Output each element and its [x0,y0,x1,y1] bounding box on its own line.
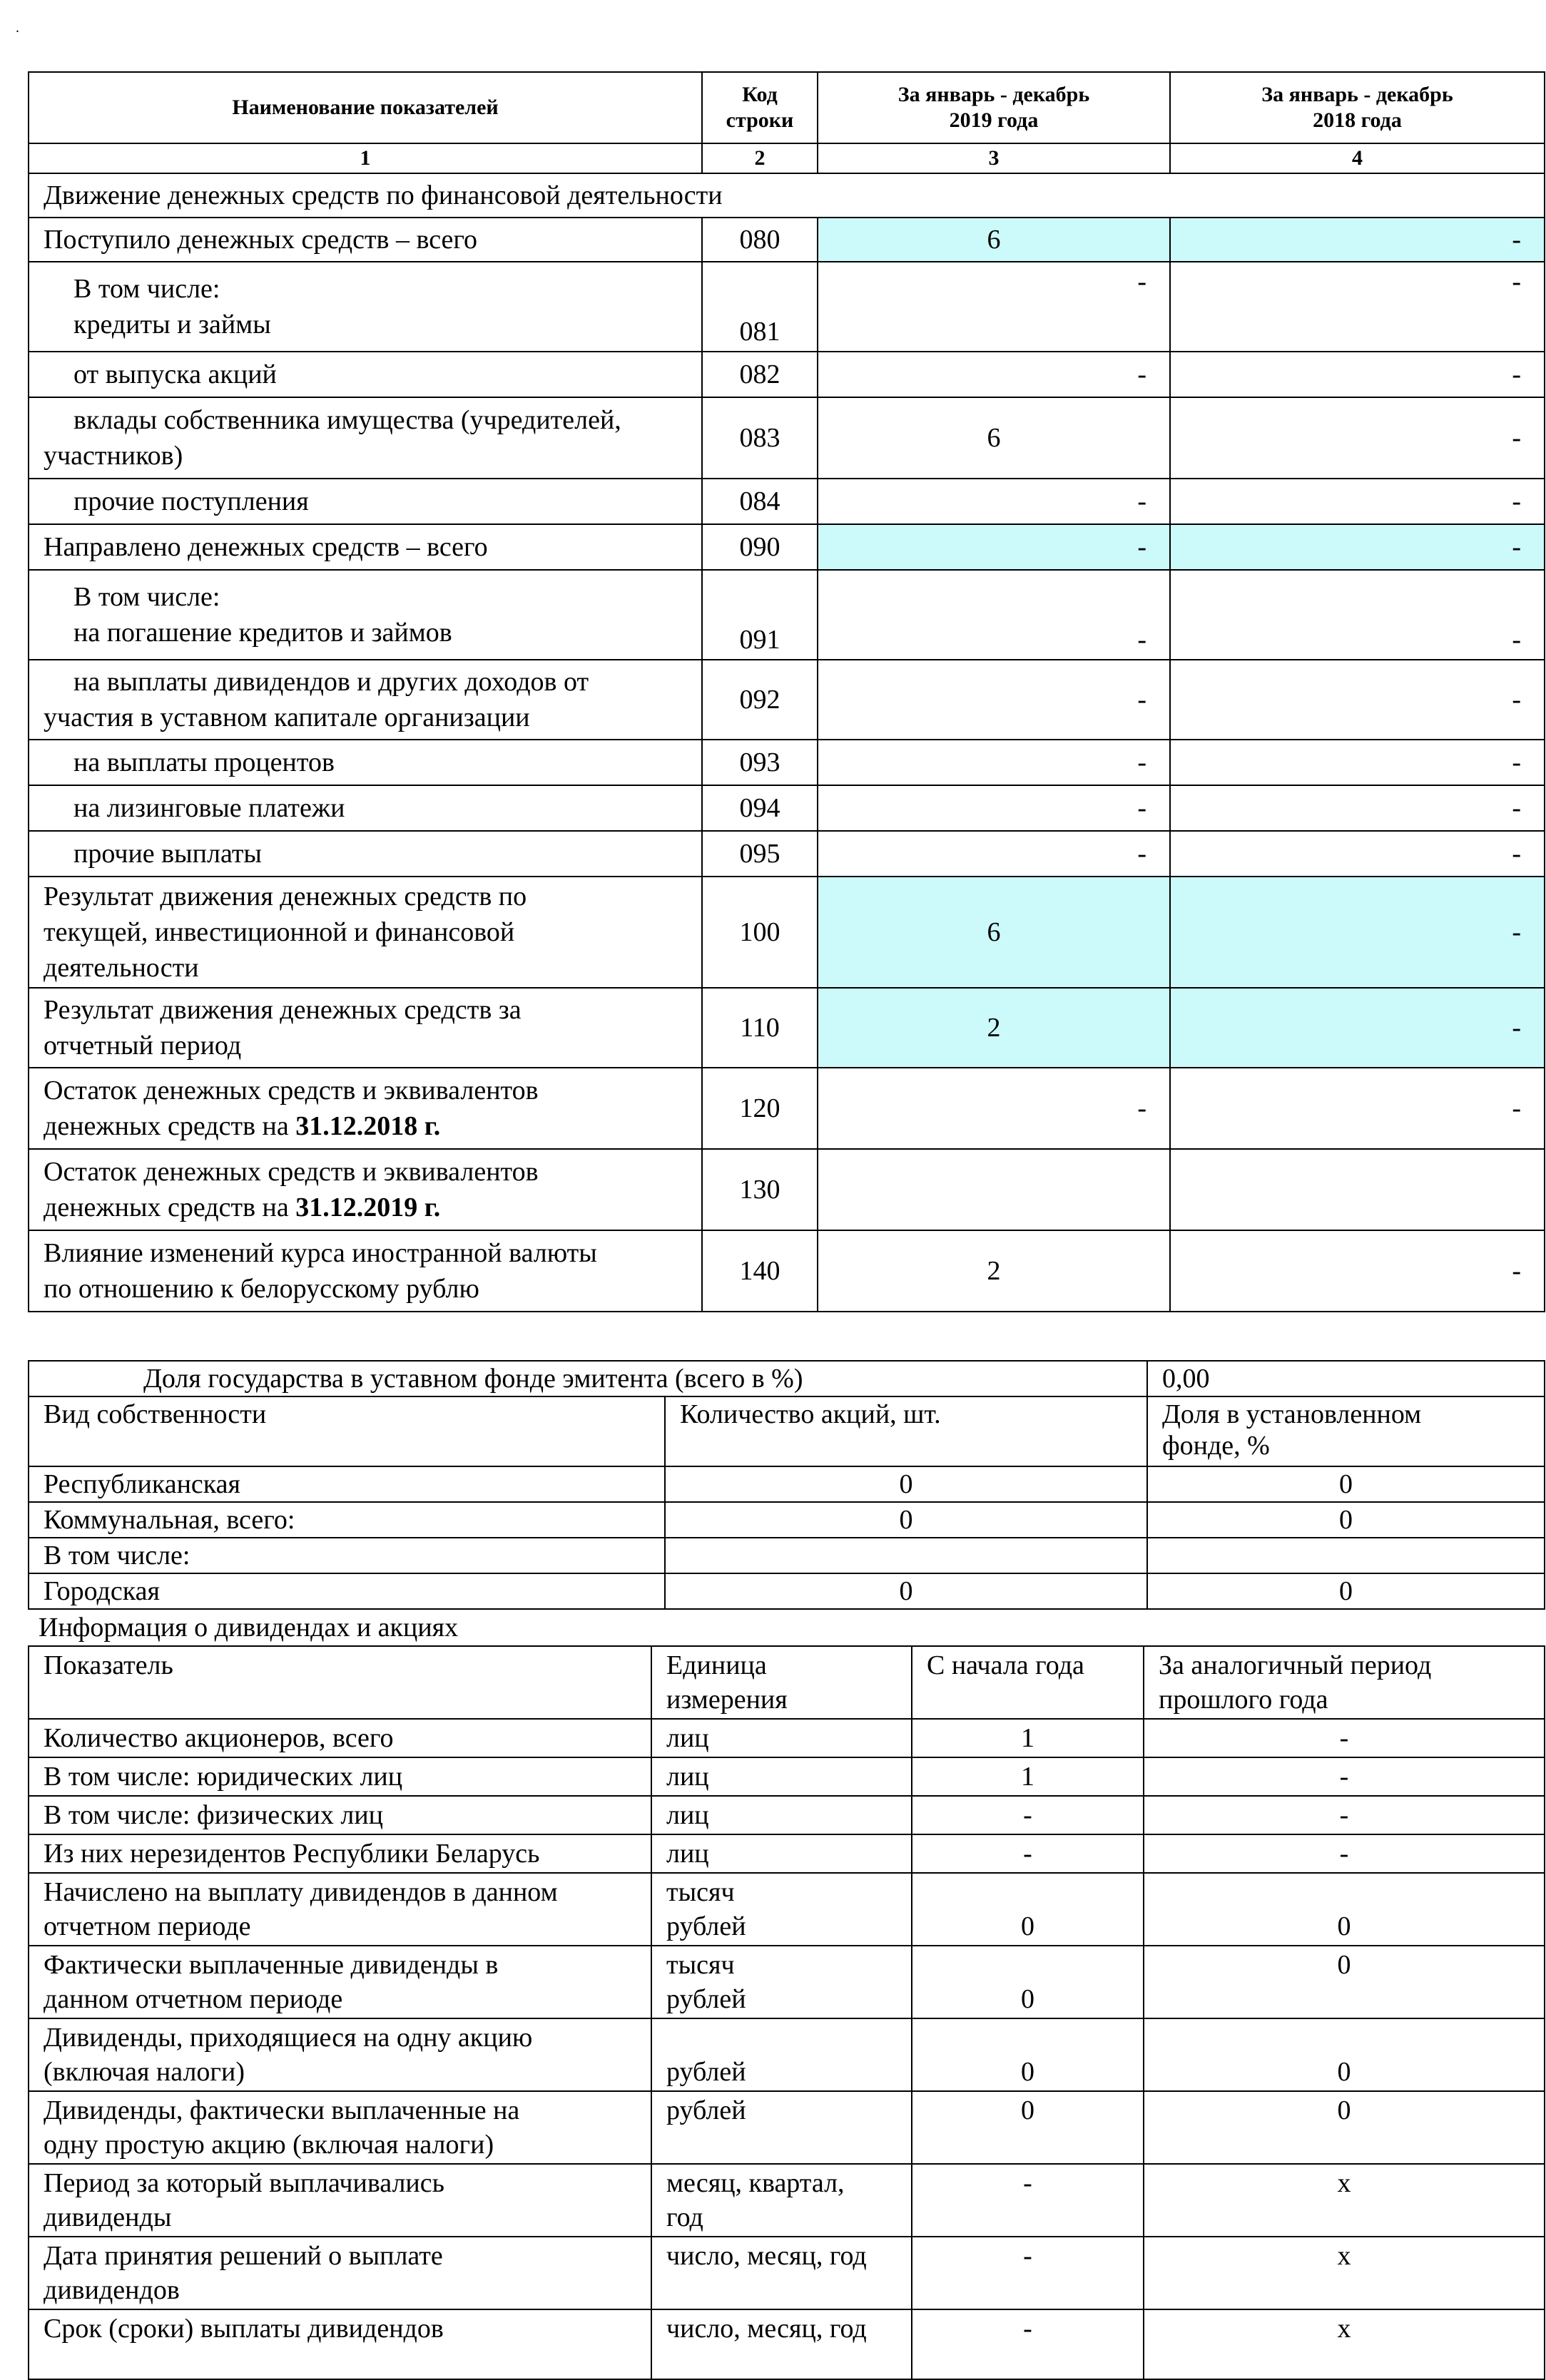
prev-value: - [1144,1757,1545,1796]
value-2018: - [1170,524,1545,570]
table-row [29,397,1545,479]
value-2019: - [818,352,1170,397]
prev-value: x [1144,2309,1545,2379]
value-2018: - [1170,570,1545,660]
value-2019: 2 [818,988,1170,1068]
table-row [29,740,1545,785]
table-row [29,1834,1545,1873]
unit: тысяч рублей [651,1946,912,2018]
ownership-type: Городская [29,1573,665,1609]
table-row [29,1873,1545,1946]
prev-value: 0 [1144,1873,1545,1946]
row-label: Остаток денежных средств и эквивалентов денежных средств на 31.12.2019 г. [29,1149,702,1230]
row-code: 080 [702,218,818,262]
table-row [29,218,1545,262]
table-row [29,1538,1545,1573]
share-pct: 0 [1147,1502,1545,1538]
value-2018: - [1170,740,1545,785]
row-code: 093 [702,740,818,785]
indicator: Фактически выплаченные дивиденды в данном отчетном периоде [29,1946,651,2018]
indicator: Дивиденды, фактически выплаченные на одну простую акцию (включая налоги) [29,2091,651,2164]
indicator: Дата принятия решений о выплате дивидендов [29,2237,651,2309]
header-name: Наименование показателей [29,72,702,143]
dividends-caption: Информация о дивидендах и акциях [39,1613,459,1643]
table-row [29,1149,1545,1230]
value-2018: - [1170,785,1545,831]
indicator: В том числе: физических лиц [29,1796,651,1834]
table-row [29,1466,1545,1502]
value-2018: - [1170,1068,1545,1149]
value-2019: - [818,831,1170,877]
ytd-value: - [912,1796,1144,1834]
ytd-value: - [912,1834,1144,1873]
unit: лиц [651,1719,912,1757]
value-2019: - [818,262,1170,352]
share-pct [1147,1538,1545,1573]
row-label: прочие выплаты [29,831,702,877]
prev-value: 0 [1144,2018,1545,2091]
column-number-row [29,143,1545,173]
ownership-type: Коммунальная, всего: [29,1502,665,1538]
row-code: 094 [702,785,818,831]
value-2019: - [818,660,1170,740]
share-pct: 0 [1147,1466,1545,1502]
table-row [29,2091,1545,2164]
unit: рублей [651,2018,912,2091]
value-2019: - [818,570,1170,660]
row-code: 091 [702,570,818,660]
value-2019: - [818,1068,1170,1149]
value-2019: 2 [818,1230,1170,1312]
section-row [29,173,1545,218]
table-row [29,1230,1545,1312]
row-label: на лизинговые платежи [29,785,702,831]
row-code: 140 [702,1230,818,1312]
value-2018: - [1170,877,1545,988]
col-num: 1 [29,143,702,173]
value-2019: - [818,479,1170,524]
share-count [665,1538,1147,1573]
value-2019: 6 [818,397,1170,479]
ownership-type: Республиканская [29,1466,665,1502]
table-header-row [29,1646,1545,1719]
col-num: 4 [1170,143,1545,173]
state-share-label: Доля государства в уставном фонде эмитента (всего в %) [29,1361,1147,1396]
row-code: 084 [702,479,818,524]
value-2018: - [1170,988,1545,1068]
row-label: вклады собственника имущества (учредителей, участников) [29,397,702,479]
indicator: Начислено на выплату дивидендов в данном отчетном периоде [29,1873,651,1946]
table-row [29,262,1545,352]
unit: число, месяц, год [651,2237,912,2309]
unit: лиц [651,1757,912,1796]
ownership-type: В том числе: [29,1538,665,1573]
share-pct: 0 [1147,1573,1545,1609]
prev-value: 0 [1144,1946,1545,2018]
col-num: 3 [818,143,1170,173]
col-num: 2 [702,143,818,173]
value-2018: - [1170,262,1545,352]
value-2018 [1170,1149,1545,1230]
table-row [29,831,1545,877]
share-count: 0 [665,1502,1147,1538]
dividends-table [28,1645,1545,2380]
cashflow-table [28,71,1545,1312]
header-ytd: С начала года [912,1646,1144,1719]
value-2018: - [1170,218,1545,262]
value-2018: - [1170,397,1545,479]
value-2018: - [1170,352,1545,397]
value-2018: - [1170,479,1545,524]
state-share-value: 0,00 [1147,1361,1545,1396]
table-row [29,2018,1545,2091]
row-code: 092 [702,660,818,740]
indicator: В том числе: юридических лиц [29,1757,651,1796]
value-2019: 6 [818,218,1170,262]
state-share-table [28,1360,1545,1610]
page-dot: . [16,20,19,36]
unit: лиц [651,1834,912,1873]
header-share-pct: Доля в установленном фонде, % [1147,1396,1545,1466]
table-row [29,1946,1545,2018]
table-row [29,570,1545,660]
header-unit: Единица измерения [651,1646,912,1719]
table-row [29,1719,1545,1757]
row-code: 090 [702,524,818,570]
table-row [29,785,1545,831]
prev-value: x [1144,2237,1545,2309]
ytd-value: 1 [912,1719,1144,1757]
table-row [29,988,1545,1068]
row-label: на выплаты процентов [29,740,702,785]
unit: число, месяц, год [651,2309,912,2379]
prev-value: - [1144,1796,1545,1834]
row-label: В том числе: на погашение кредитов и займов [29,570,702,660]
row-label: на выплаты дивидендов и других доходов от участия в уставном капитале организации [29,660,702,740]
row-code: 082 [702,352,818,397]
row-label: В том числе: кредиты и займы [29,262,702,352]
ytd-value: - [912,2237,1144,2309]
header-period-2018: За январь - декабрь 2018 года [1170,72,1545,143]
share-count: 0 [665,1573,1147,1609]
prev-value: x [1144,2164,1545,2237]
row-code: 095 [702,831,818,877]
ytd-value: 0 [912,1873,1144,1946]
header-prev-period: За аналогичный период прошлого года [1144,1646,1545,1719]
table-row [29,2164,1545,2237]
table-row [29,1068,1545,1149]
unit: месяц, квартал, год [651,2164,912,2237]
unit: тысяч рублей [651,1873,912,1946]
prev-value: 0 [1144,2091,1545,2164]
table-header-row [29,1396,1545,1466]
section-title: Движение денежных средств по финансовой деятельности [29,173,1545,218]
value-2019: 6 [818,877,1170,988]
row-label: Направлено денежных средств – всего [29,524,702,570]
indicator: Срок (сроки) выплаты дивидендов [29,2309,651,2379]
ytd-value: 0 [912,2018,1144,2091]
value-2018: - [1170,660,1545,740]
header-indicator: Показатель [29,1646,651,1719]
ytd-value: - [912,2309,1144,2379]
value-2018: - [1170,831,1545,877]
row-code: 120 [702,1068,818,1149]
table-row [29,1757,1545,1796]
table-row [29,877,1545,988]
indicator: Количество акционеров, всего [29,1719,651,1757]
table-row [29,2309,1545,2379]
row-code: 110 [702,988,818,1068]
row-label: Результат движения денежных средств по текущей, инвестиционной и финансовой деятельности [29,877,702,988]
indicator: Период за который выплачивались дивиденды [29,2164,651,2237]
row-label: Результат движения денежных средств за отчетный период [29,988,702,1068]
ytd-value: - [912,2164,1144,2237]
value-2019: - [818,740,1170,785]
table-row [29,1796,1545,1834]
prev-value: - [1144,1834,1545,1873]
row-code: 083 [702,397,818,479]
ytd-value: 1 [912,1757,1144,1796]
row-label: Остаток денежных средств и эквивалентов денежных средств на 31.12.2018 г. [29,1068,702,1149]
header-period-2019: За январь - декабрь 2019 года [818,72,1170,143]
unit: рублей [651,2091,912,2164]
indicator: Дивиденды, приходящиеся на одну акцию (включая налоги) [29,2018,651,2091]
row-label: от выпуска акций [29,352,702,397]
unit: лиц [651,1796,912,1834]
header-code: Код строки [702,72,818,143]
table-row [29,1361,1545,1396]
table-row [29,1502,1545,1538]
prev-value: - [1144,1719,1545,1757]
row-code: 130 [702,1149,818,1230]
table-row [29,1573,1545,1609]
header-ownership-type: Вид собственности [29,1396,665,1466]
row-label: Влияние изменений курса иностранной валюты по отношению к белорусскому рублю [29,1230,702,1312]
table-row [29,352,1545,397]
ytd-value: 0 [912,1946,1144,2018]
indicator: Из них нерезидентов Республики Беларусь [29,1834,651,1873]
value-2019: - [818,524,1170,570]
row-label: прочие поступления [29,479,702,524]
share-count: 0 [665,1466,1147,1502]
value-2019 [818,1149,1170,1230]
header-share-count: Количество акций, шт. [665,1396,1147,1466]
row-code: 081 [702,262,818,352]
row-code: 100 [702,877,818,988]
table-header-row [29,72,1545,143]
table-row [29,660,1545,740]
value-2018: - [1170,1230,1545,1312]
value-2019: - [818,785,1170,831]
table-row [29,524,1545,570]
table-row [29,2237,1545,2309]
table-row [29,479,1545,524]
ytd-value: 0 [912,2091,1144,2164]
row-label: Поступило денежных средств – всего [29,218,702,262]
